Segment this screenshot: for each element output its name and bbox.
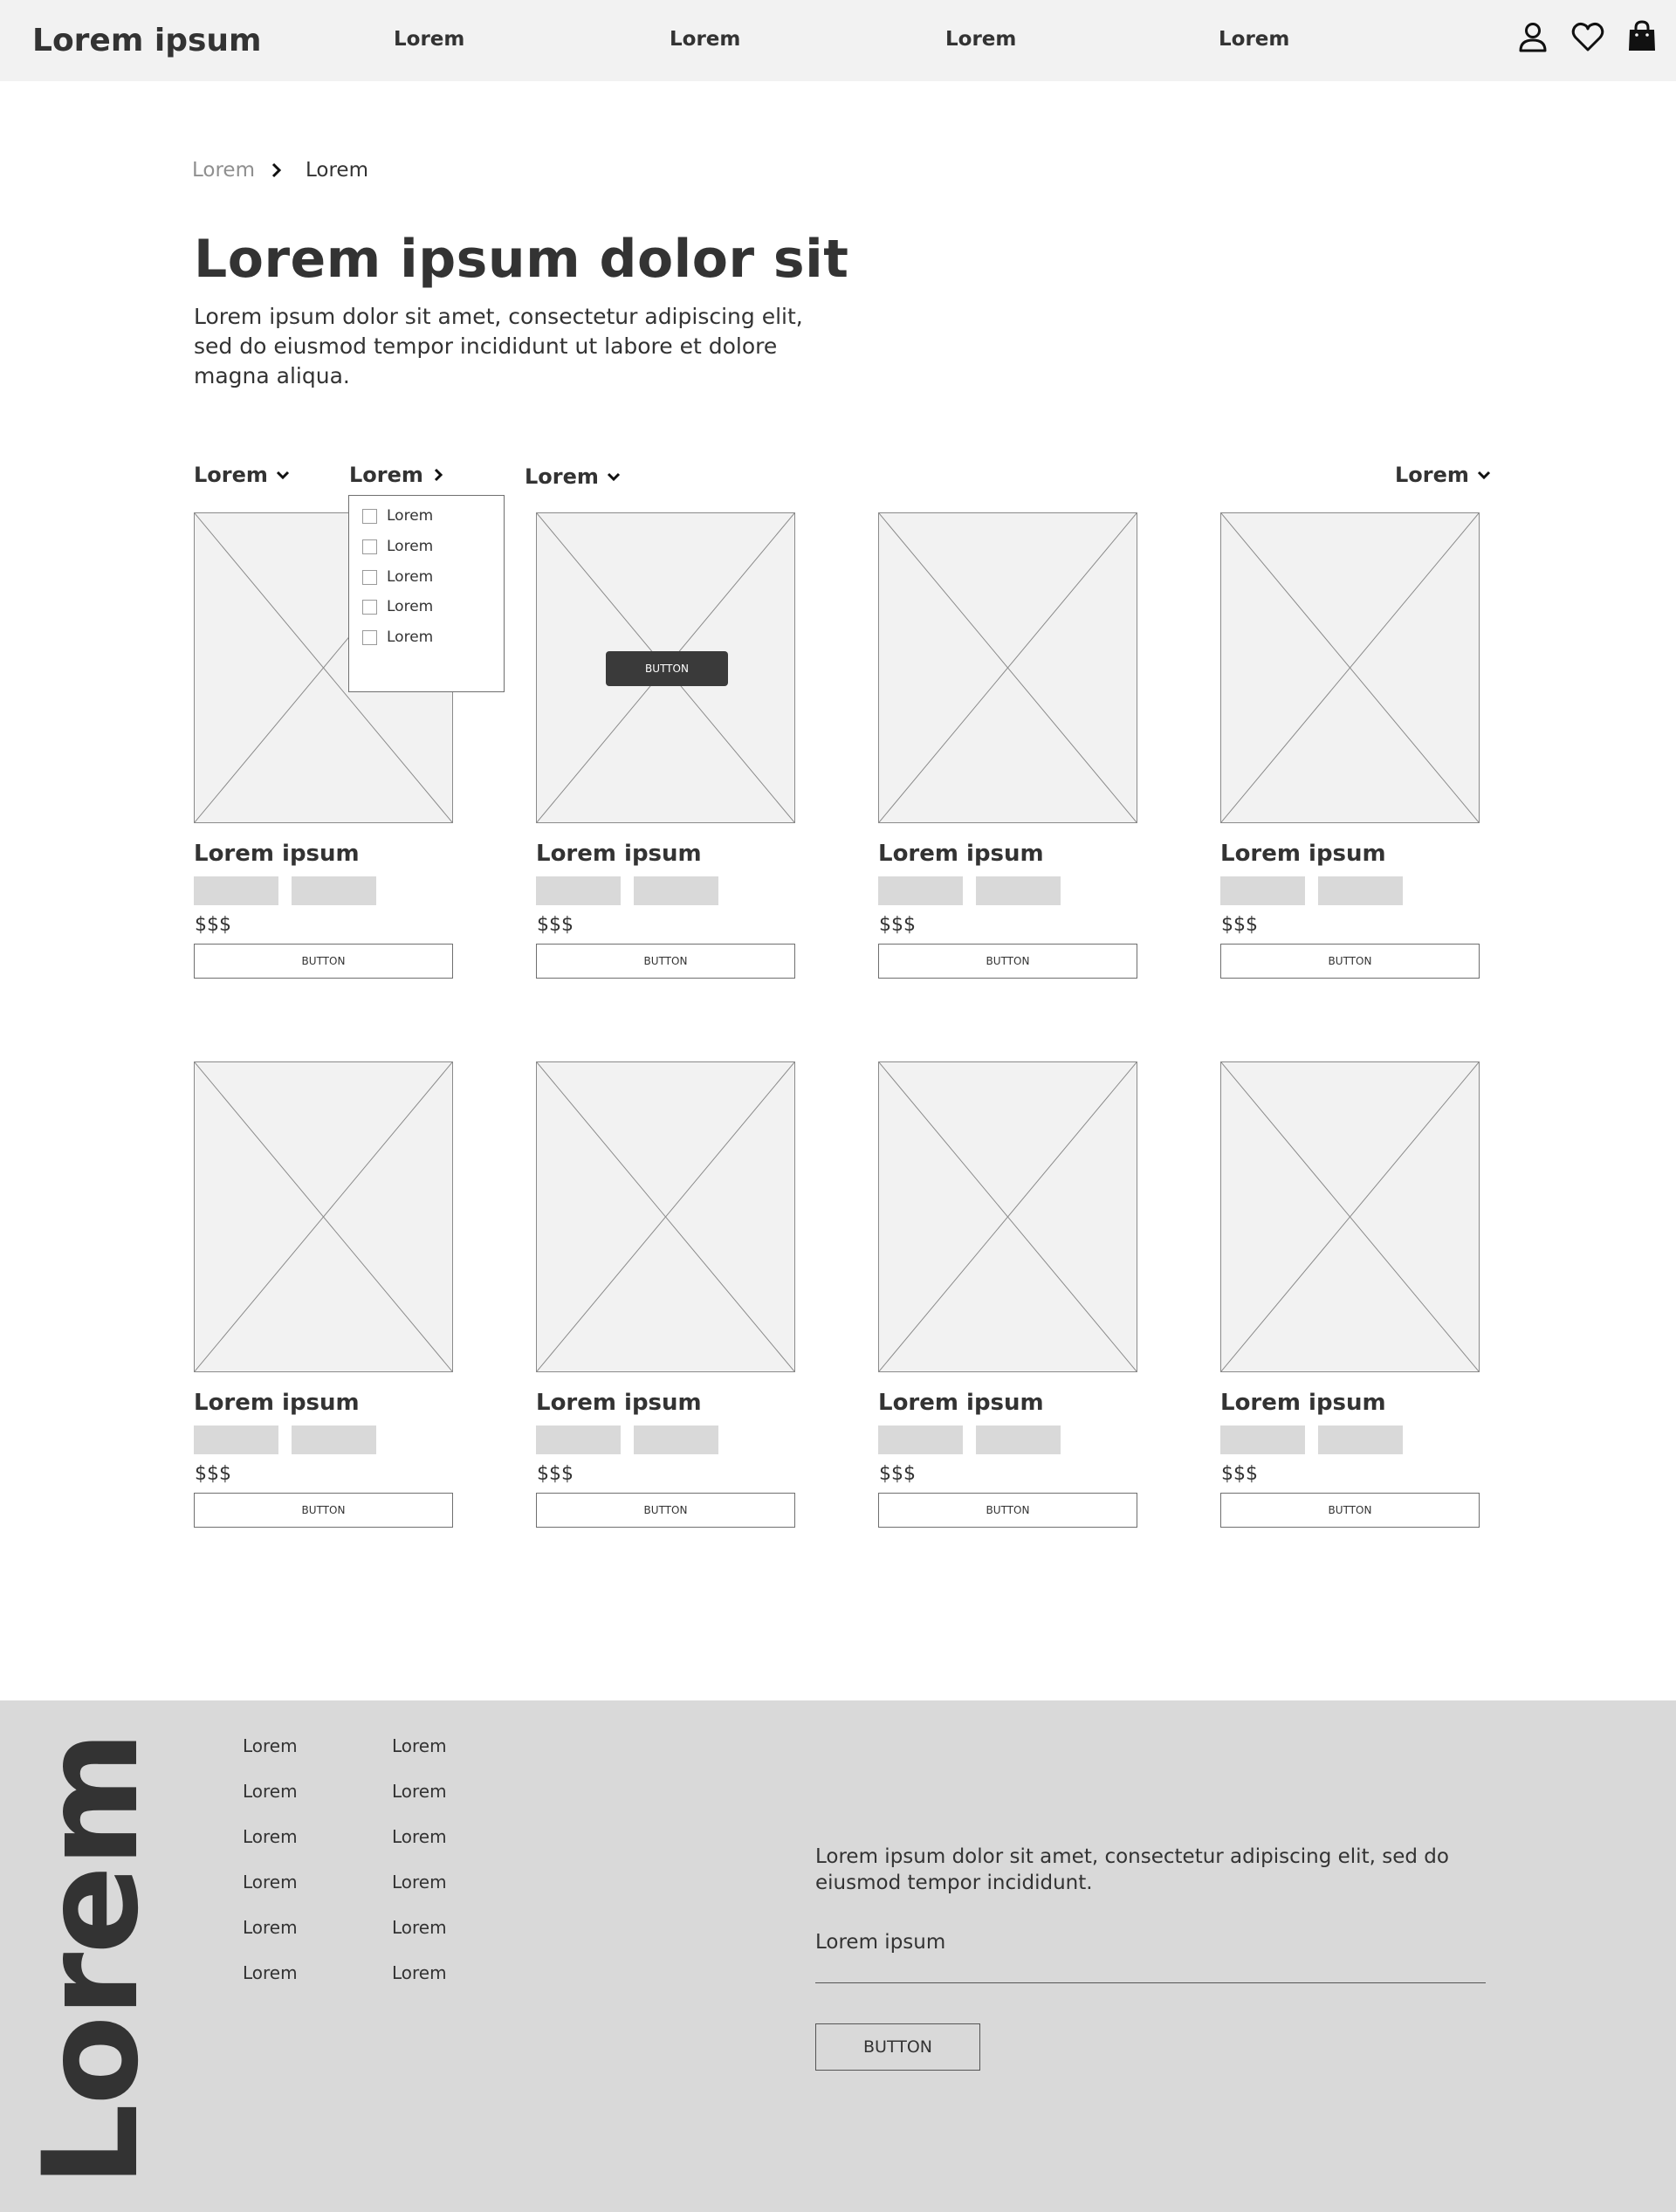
filter-options-panel: [348, 495, 505, 692]
footer-link[interactable]: Lorem: [243, 1735, 298, 1756]
newsletter-submit-button[interactable]: BUTTON: [815, 2023, 980, 2071]
product-price: $$$: [1221, 914, 1258, 936]
footer-link[interactable]: Lorem: [392, 1826, 447, 1847]
product-price: $$$: [195, 1463, 231, 1485]
add-to-cart-button[interactable]: BUTTON: [536, 1493, 795, 1528]
add-to-cart-button[interactable]: BUTTON: [878, 944, 1137, 979]
product-image-placeholder[interactable]: [194, 1061, 453, 1372]
quick-view-button[interactable]: BUTTON: [606, 651, 728, 686]
footer-link[interactable]: Lorem: [392, 1917, 447, 1938]
footer-link[interactable]: Lorem: [243, 1826, 298, 1847]
product-price: $$$: [1221, 1463, 1258, 1485]
nav-item-3[interactable]: Lorem: [945, 28, 1017, 51]
product-name[interactable]: Lorem ipsum: [536, 1390, 702, 1416]
product-swatch[interactable]: [878, 876, 963, 905]
filter-label: Lorem: [349, 463, 423, 487]
chevron-down-icon: [275, 467, 291, 483]
filter-option[interactable]: [362, 598, 433, 615]
checkbox[interactable]: [362, 509, 377, 524]
product-swatch[interactable]: [536, 1425, 621, 1454]
footer-link[interactable]: Lorem: [392, 1781, 447, 1802]
image-placeholder-icon: [1221, 1062, 1479, 1371]
product-swatch[interactable]: [1318, 876, 1403, 905]
filter-dropdown-3[interactable]: [525, 464, 622, 489]
footer-logo: [16, 1732, 168, 2188]
product-price: $$$: [195, 914, 231, 936]
product-swatch[interactable]: [292, 876, 376, 905]
filter-option[interactable]: [362, 629, 433, 646]
image-placeholder-icon: [879, 1062, 1137, 1371]
checkbox[interactable]: [362, 630, 377, 645]
add-to-cart-button[interactable]: BUTTON: [878, 1493, 1137, 1528]
filter-dropdown-2[interactable]: [349, 463, 446, 487]
filter-option[interactable]: [362, 507, 433, 525]
product-image-placeholder[interactable]: [878, 1061, 1137, 1372]
product-price: $$$: [537, 914, 574, 936]
product-price: $$$: [879, 914, 916, 936]
footer-link[interactable]: Lorem: [243, 1962, 298, 1983]
nav-item-2[interactable]: Lorem: [670, 28, 741, 51]
product-name[interactable]: Lorem ipsum: [194, 841, 360, 867]
product-swatch[interactable]: [634, 1425, 718, 1454]
footer-link[interactable]: Lorem: [243, 1917, 298, 1938]
newsletter-text: Lorem ipsum dolor sit amet, consectetur adipiscing elit, sed do eiusmod tempor incididunt.: [815, 1845, 1449, 1894]
filter-option-label: Lorem: [387, 507, 434, 525]
product-swatch[interactable]: [194, 876, 278, 905]
chevron-down-icon: [606, 469, 622, 484]
product-name[interactable]: Lorem ipsum: [1220, 841, 1386, 867]
product-swatch[interactable]: [1220, 876, 1305, 905]
top-navigation-bar: [0, 0, 1676, 81]
filter-label: Lorem: [194, 463, 268, 487]
filter-option-label: Lorem: [387, 568, 434, 586]
chevron-down-icon: [1476, 467, 1492, 483]
product-swatch[interactable]: [878, 1425, 963, 1454]
product-image-placeholder[interactable]: [1220, 1061, 1480, 1372]
image-placeholder-icon: [879, 513, 1137, 822]
page-title: Lorem ipsum dolor sit: [194, 229, 849, 290]
product-swatch[interactable]: [292, 1425, 376, 1454]
user-icon[interactable]: [1515, 19, 1550, 54]
footer-link[interactable]: Lorem: [392, 1962, 447, 1983]
shopping-bag-icon[interactable]: [1624, 19, 1659, 54]
add-to-cart-button[interactable]: BUTTON: [1220, 944, 1480, 979]
filter-option[interactable]: [362, 568, 433, 586]
chevron-right-icon: [430, 467, 446, 483]
filter-dropdown-1[interactable]: [194, 463, 291, 487]
footer-link[interactable]: Lorem: [392, 1735, 447, 1756]
product-name[interactable]: Lorem ipsum: [1220, 1390, 1386, 1416]
product-name[interactable]: Lorem ipsum: [878, 1390, 1044, 1416]
brand-logo[interactable]: Lorem ipsum: [32, 23, 262, 58]
product-price: $$$: [537, 1463, 574, 1485]
filter-option-label: Lorem: [387, 629, 434, 646]
newsletter-input-placeholder: Lorem ipsum: [815, 1931, 946, 1954]
product-image-placeholder[interactable]: [536, 1061, 795, 1372]
checkbox[interactable]: [362, 539, 377, 554]
breadcrumb-item-current: Lorem: [306, 159, 368, 182]
nav-item-4[interactable]: Lorem: [1219, 28, 1290, 51]
product-swatch[interactable]: [634, 876, 718, 905]
product-swatch[interactable]: [194, 1425, 278, 1454]
product-swatch[interactable]: [1220, 1425, 1305, 1454]
product-name[interactable]: Lorem ipsum: [194, 1390, 360, 1416]
product-swatch[interactable]: [1318, 1425, 1403, 1454]
sort-dropdown[interactable]: [1395, 463, 1492, 487]
footer-link[interactable]: Lorem: [243, 1781, 298, 1802]
product-price: $$$: [879, 1463, 916, 1485]
filter-label: Lorem: [525, 464, 599, 489]
image-placeholder-icon: [1221, 513, 1479, 822]
add-to-cart-button[interactable]: BUTTON: [536, 944, 795, 979]
product-image-placeholder[interactable]: [536, 512, 795, 823]
add-to-cart-button[interactable]: BUTTON: [194, 1493, 453, 1528]
add-to-cart-button[interactable]: BUTTON: [194, 944, 453, 979]
product-swatch[interactable]: [976, 876, 1061, 905]
sort-label: Lorem: [1395, 463, 1469, 487]
filter-option-label: Lorem: [387, 538, 434, 555]
footer-logo-text: Lorem: [16, 1732, 168, 2188]
product-image-placeholder[interactable]: [1220, 512, 1480, 823]
nav-item-1[interactable]: Lorem: [394, 28, 465, 51]
page-description: Lorem ipsum dolor sit amet, consectetur adipiscing elit, sed do eiusmod tempor incididunt ut labore et dolore magna aliqua.: [194, 304, 803, 388]
footer-link[interactable]: Lorem: [243, 1872, 298, 1893]
product-name[interactable]: Lorem ipsum: [878, 841, 1044, 867]
product-swatch[interactable]: [976, 1425, 1061, 1454]
product-name[interactable]: Lorem ipsum: [536, 841, 702, 867]
checkbox[interactable]: [362, 600, 377, 615]
filter-option[interactable]: [362, 538, 433, 555]
image-placeholder-icon: [195, 1062, 452, 1371]
heart-icon[interactable]: [1570, 19, 1605, 54]
image-placeholder-icon: [537, 1062, 794, 1371]
product-image-placeholder[interactable]: [878, 512, 1137, 823]
checkbox[interactable]: [362, 570, 377, 585]
filter-option-label: Lorem: [387, 598, 434, 615]
product-swatch[interactable]: [536, 876, 621, 905]
breadcrumb-item-parent[interactable]: Lorem: [192, 159, 255, 182]
footer-link[interactable]: Lorem: [392, 1872, 447, 1893]
chevron-right-icon: [269, 161, 285, 180]
add-to-cart-button[interactable]: BUTTON: [1220, 1493, 1480, 1528]
